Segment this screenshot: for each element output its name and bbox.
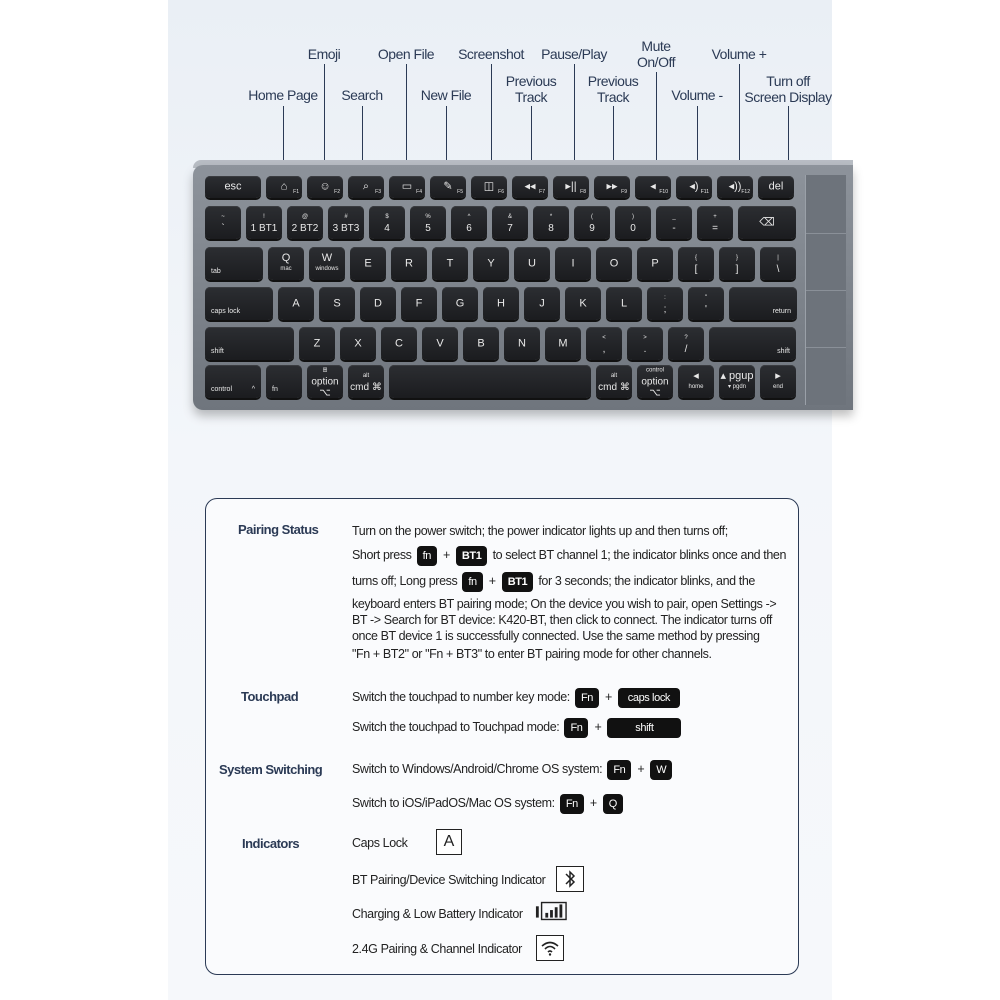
key[interactable] [545,327,581,360]
indicator-caps-lock-label: Caps Lock [352,836,408,850]
key-legend: ▸▸ [606,180,618,193]
leader-line [406,64,407,174]
key-legend-main: ▴ pgup [720,369,754,382]
key-chip-shift: shift [607,718,681,738]
pairing-line-1: Turn on the power switch; the power indicator lights up and then turns off; [352,524,728,538]
key-legend: X [354,337,362,349]
key-legend [309,253,345,275]
pairing-line-3 [352,571,755,592]
key-legend-left: tab [211,268,221,275]
key-legend [760,371,796,393]
key-legend-left: shift [211,348,224,355]
key-legend: C [395,337,403,349]
key[interactable] [678,365,714,398]
key-legend: H [497,297,505,309]
key-legend-fn: F6 [498,189,504,195]
key[interactable] [555,247,591,280]
section-pairing-status: Pairing Status [238,522,319,537]
key-legend-top: ( [591,213,593,220]
key[interactable] [760,247,796,280]
key-legend [637,365,673,398]
key-chip-w: W [650,760,672,780]
key[interactable] [309,247,345,280]
key[interactable] [340,327,376,360]
key-legend-bottom: . [643,343,647,355]
key[interactable] [656,206,692,239]
key[interactable] [471,176,507,198]
key[interactable] [451,206,487,239]
key-legend: ◂)) [728,180,742,193]
battery-bars-icon [535,901,567,921]
touchpad-line-1 [352,687,682,708]
callout-open-file: Open File [377,46,435,62]
key[interactable] [205,176,261,198]
leader-line [491,64,492,174]
key-legend-fn: F1 [293,189,299,195]
key[interactable] [483,287,519,320]
key[interactable] [463,327,499,360]
key-legend: F [415,297,423,309]
key-legend: J [539,297,545,309]
indicator-charging-label: Charging & Low Battery Indicator [352,907,523,921]
key[interactable] [627,327,663,360]
key-legend-fn: F2 [334,189,340,195]
key-legend [586,333,622,355]
key-legend-left: control [211,386,233,393]
key-legend-bottom: 9 [589,222,595,234]
key-legend-bottom: 3 BT3 [332,222,360,234]
key[interactable] [369,206,405,239]
key-legend-top: ~ [221,213,225,220]
key-legend-top: ^ [467,213,471,220]
key[interactable] [606,287,642,320]
key-legend-top: ) [632,213,634,220]
indicator-bt-label: BT Pairing/Device Switching Indicator [352,873,546,887]
pairing-long-press-rest: for 3 seconds; the indicator blinks, and the [538,574,755,588]
key-chip-fn: fn [417,546,437,566]
key[interactable] [205,365,261,398]
key-legend-top: * [549,213,553,220]
key-chip-bt1: BT1 [502,572,534,592]
key-legend-top: _ [672,213,676,220]
key-legend: G [455,297,465,309]
key-legend: ◫ [483,180,495,193]
touchpad-line-2 [352,717,683,738]
key-legend [596,371,632,393]
key-legend [697,212,733,234]
system-mac: Switch to iOS/iPadOS/Mac OS system: [352,796,555,810]
touchpad-touch-mode: Switch the touchpad to Touchpad mode: [352,720,560,734]
key[interactable] [676,176,712,198]
key-legend-main: ◂ [693,369,699,382]
plus-sign: + [442,548,450,562]
callout-screenshot: Screenshot [458,46,524,62]
key-legend: ⌕ [362,180,370,193]
key[interactable] [389,365,591,398]
key-legend-fn: F4 [416,189,422,195]
touchpad-number-mode: Switch the touchpad to number key mode: [352,690,570,704]
leader-line [739,64,740,174]
key-legend-bottom: / [684,343,688,355]
key[interactable] [319,287,355,320]
callout-previous-track: Previous Track [505,73,557,105]
key-legend-fn: F12 [741,189,750,195]
key-legend-main: Q [281,251,291,264]
key-legend-bottom: option ⌥ [641,376,669,398]
key[interactable] [473,247,509,280]
key-legend-bottom: 6 [466,222,472,234]
key-legend-bottom: cmd ⌘ [350,381,382,393]
key[interactable] [266,365,302,398]
key-legend-fn: F8 [580,189,586,195]
key-legend-bottom: - [672,222,676,234]
key-legend-bottom: ' [705,303,707,315]
key[interactable] [492,206,528,239]
key-legend-top: # [344,213,348,220]
key[interactable] [410,206,446,239]
key-legend [205,212,241,234]
key[interactable] [287,206,323,239]
section-system-switching: System Switching [219,762,323,777]
key-legend [328,212,364,234]
key-legend-fn: F11 [700,189,709,195]
key[interactable] [432,247,468,280]
key-legend-bottom: 4 [384,222,390,234]
key-legend-bottom: ] [735,263,739,275]
key-legend: N [518,337,526,349]
key-legend-bottom: 5 [425,222,431,234]
pairing-line-5: BT -> Search for BT device: K420-BT, then click to connect. The indicator turns off [352,613,772,627]
key-legend [647,293,683,315]
key[interactable] [268,247,304,280]
bluetooth-icon [556,866,584,892]
key[interactable] [758,176,794,198]
key-legend-top: : [664,294,666,301]
key[interactable] [504,327,540,360]
key-legend [719,253,755,275]
key-chip-fn: Fn [575,688,599,708]
key-legend [678,253,714,275]
pairing-line-6: once BT device 1 is successfully connected. Use the same method by pressing [352,629,760,643]
key[interactable] [678,247,714,280]
touchpad-divider [806,290,846,291]
key-legend-bottom: = [712,222,718,234]
key[interactable] [514,247,550,280]
key[interactable] [719,247,755,280]
key-legend-fn: F7 [539,189,545,195]
key-legend-fn: F10 [659,189,668,195]
key[interactable] [717,176,753,198]
touchpad-divider [806,233,846,234]
leader-line [324,64,325,174]
key-legend-bottom: , [602,343,606,355]
key-legend-top: + [713,213,717,220]
key-legend-left: fn [272,386,278,393]
key-legend-main: W [321,251,333,264]
key[interactable] [719,365,755,398]
key-legend-sub: ▾ pgdn [727,383,747,390]
key-legend: K [579,297,587,309]
key[interactable] [205,206,241,239]
key-legend-bottom: 8 [548,222,554,234]
plus-sign: + [637,762,645,776]
key-legend [348,371,384,393]
leader-line [574,64,575,174]
key-legend: ☺ [319,180,331,193]
key-legend-top: @ [301,213,309,220]
key-legend-top: % [425,213,431,220]
key[interactable] [401,287,437,320]
key-legend: I [571,257,575,269]
key[interactable] [350,247,386,280]
caps-lock-indicator-icon: A [436,829,462,855]
key[interactable] [360,287,396,320]
key-legend-top: { [694,254,697,261]
callout-turn-off-screen: Turn off Screen Display [744,73,832,105]
key-legend: A [292,297,300,309]
key-legend: P [651,257,659,269]
key-legend: ◂) [689,180,699,193]
key[interactable] [266,176,302,198]
key[interactable] [307,176,343,198]
key-legend: Y [487,257,495,269]
key-chip-bt1: BT1 [456,546,488,566]
key-legend-bottom: 1 BT1 [250,222,278,234]
key-chip-fn: Fn [560,794,584,814]
callout-pause-play: Pause/Play [541,46,607,62]
key[interactable] [391,247,427,280]
pairing-line-2 [352,545,786,566]
key-legend-top: > [643,334,647,341]
key[interactable] [635,176,671,198]
key[interactable] [533,206,569,239]
key[interactable] [205,247,263,280]
key-legend-bottom: ` [221,222,225,234]
key-legend [688,293,724,315]
key[interactable] [348,176,384,198]
pairing-short-press-rest: to select BT channel 1; the indicator blinks once and then [492,548,787,562]
key-legend-bottom: ; [663,303,667,315]
key-legend: S [333,297,341,309]
key-legend: ▸|| [565,180,577,193]
key-chip-caps-lock: caps lock [618,688,680,708]
key-legend-sub: home [688,383,704,390]
key[interactable] [246,206,282,239]
key-legend: M [558,337,568,349]
key[interactable] [278,287,314,320]
touchpad-divider [806,347,846,348]
key-legend: D [374,297,382,309]
key-legend: ✎ [443,180,453,193]
key-legend-bottom: \ [776,263,780,275]
key[interactable] [668,327,704,360]
key-legend [656,212,692,234]
key-legend: T [446,257,454,269]
indicator-24g-label: 2.4G Pairing & Channel Indicator [352,942,522,956]
key[interactable] [430,176,466,198]
plus-sign: + [488,574,496,588]
key-legend: ⌂ [280,180,288,193]
callout-search: Search [341,87,383,103]
key-chip-fn: Fn [607,760,631,780]
key-legend: Z [313,337,321,349]
pairing-short-press: Short press [352,548,412,562]
key-legend-bottom: 2 BT2 [291,222,319,234]
section-indicators: Indicators [242,836,300,851]
key-legend [268,253,304,275]
system-line-2 [352,793,625,814]
wifi-icon [536,935,564,961]
key-legend: V [436,337,444,349]
key-legend [719,371,755,393]
key-legend: E [364,257,372,269]
key[interactable] [594,176,630,198]
key-legend-sub: end [772,383,783,390]
key-legend-top: alt [362,372,370,379]
key[interactable] [205,327,294,360]
key[interactable] [596,247,632,280]
key[interactable] [422,327,458,360]
key[interactable] [637,247,673,280]
touchpad[interactable] [805,175,846,405]
key-legend: B [477,337,485,349]
key-legend-fn: F3 [375,189,381,195]
key-legend-main: ▸ [775,369,781,382]
key[interactable] [348,365,384,398]
key[interactable] [205,287,273,320]
key-chip-fn: Fn [564,718,588,738]
pairing-long-press: turns off; Long press [352,574,458,588]
key[interactable] [442,287,478,320]
key-legend: O [609,257,619,269]
plus-sign: + [605,690,612,704]
key-legend: ◂◂ [524,180,536,193]
key-legend-top: ⊞ [322,367,328,373]
key-chip-fn: fn [462,572,482,592]
callout-volume-up: Volume + [711,46,767,62]
callout-mute: Mute On/Off [637,38,675,70]
key-legend-top: " [704,294,708,301]
key-legend: del [768,180,784,193]
key[interactable] [697,206,733,239]
section-touchpad: Touchpad [241,689,299,704]
key-legend-sub: windows [315,265,339,272]
key-legend-right: ^ [251,386,255,393]
key-legend [246,212,282,234]
callout-next-track: Previous Track [587,73,639,105]
key-legend [451,212,487,234]
key-legend: R [405,257,413,269]
key-legend: ⌫ [759,216,775,228]
callout-emoji: Emoji [307,46,341,62]
pairing-line-7: "Fn + BT2" or "Fn + BT3" to enter BT pairing mode for other channels. [352,647,712,661]
key-legend [615,212,651,234]
key[interactable] [615,206,651,239]
key-legend: U [528,257,536,269]
key-legend-fn: F9 [621,189,627,195]
key-legend-top: control [645,367,664,373]
key-legend-bottom: option ⌥ [311,376,339,398]
key[interactable] [709,327,796,360]
key-legend [410,212,446,234]
system-windows: Switch to Windows/Android/Chrome OS system: [352,762,603,776]
key-legend [678,371,714,393]
key-legend: ▭ [401,180,413,193]
key-legend-top: ! [263,213,265,220]
key[interactable] [586,327,622,360]
key-legend-right: return [772,308,791,315]
key-legend-sub: mac [280,265,292,272]
key-legend [627,333,663,355]
key-legend [760,253,796,275]
key-legend [287,212,323,234]
key-legend-top: } [735,254,738,261]
key-legend [307,365,343,398]
key[interactable] [729,287,797,320]
key-legend-bottom: 0 [630,222,636,234]
key-legend: L [620,297,628,309]
key[interactable] [381,327,417,360]
key-legend [492,212,528,234]
key-legend-top: ? [684,334,688,341]
key-legend [533,212,569,234]
key-legend-bottom: cmd ⌘ [598,381,630,393]
key-legend-top: < [602,334,606,341]
key[interactable] [738,206,796,239]
key[interactable] [760,365,796,398]
key-legend-fn: F5 [457,189,463,195]
key-legend-right: shift [777,348,790,355]
leader-line [656,72,657,174]
key[interactable] [688,287,724,320]
key[interactable] [389,176,425,198]
callout-home-page: Home Page [248,87,318,103]
key-legend [369,212,405,234]
key-legend [668,333,704,355]
key-legend-top: & [507,213,512,220]
key[interactable] [328,206,364,239]
key-legend: esc [224,180,242,193]
key-legend [574,212,610,234]
key-legend-top: alt [610,372,618,379]
key[interactable] [637,365,673,398]
key[interactable] [512,176,548,198]
key-legend: ◂ [650,180,656,193]
key-chip-q: Q [603,794,623,814]
key-legend-top: | [777,254,779,261]
key[interactable] [574,206,610,239]
key-legend-bottom: 7 [507,222,513,234]
plus-sign: + [594,720,602,734]
key-legend-left: caps lock [211,308,241,315]
key[interactable] [647,287,683,320]
system-line-1 [352,759,674,780]
key[interactable] [307,365,343,398]
key[interactable] [596,365,632,398]
key[interactable] [553,176,589,198]
key-legend-top: $ [385,213,389,220]
plus-sign: + [589,796,597,810]
callout-volume-down: Volume - [671,87,723,103]
key[interactable] [524,287,560,320]
key[interactable] [565,287,601,320]
key[interactable] [299,327,335,360]
callout-new-file: New File [420,87,472,103]
key-legend-bottom: [ [694,263,698,275]
pairing-line-4: keyboard enters BT pairing mode; On the device you wish to pair, open Settings -> [352,597,777,611]
